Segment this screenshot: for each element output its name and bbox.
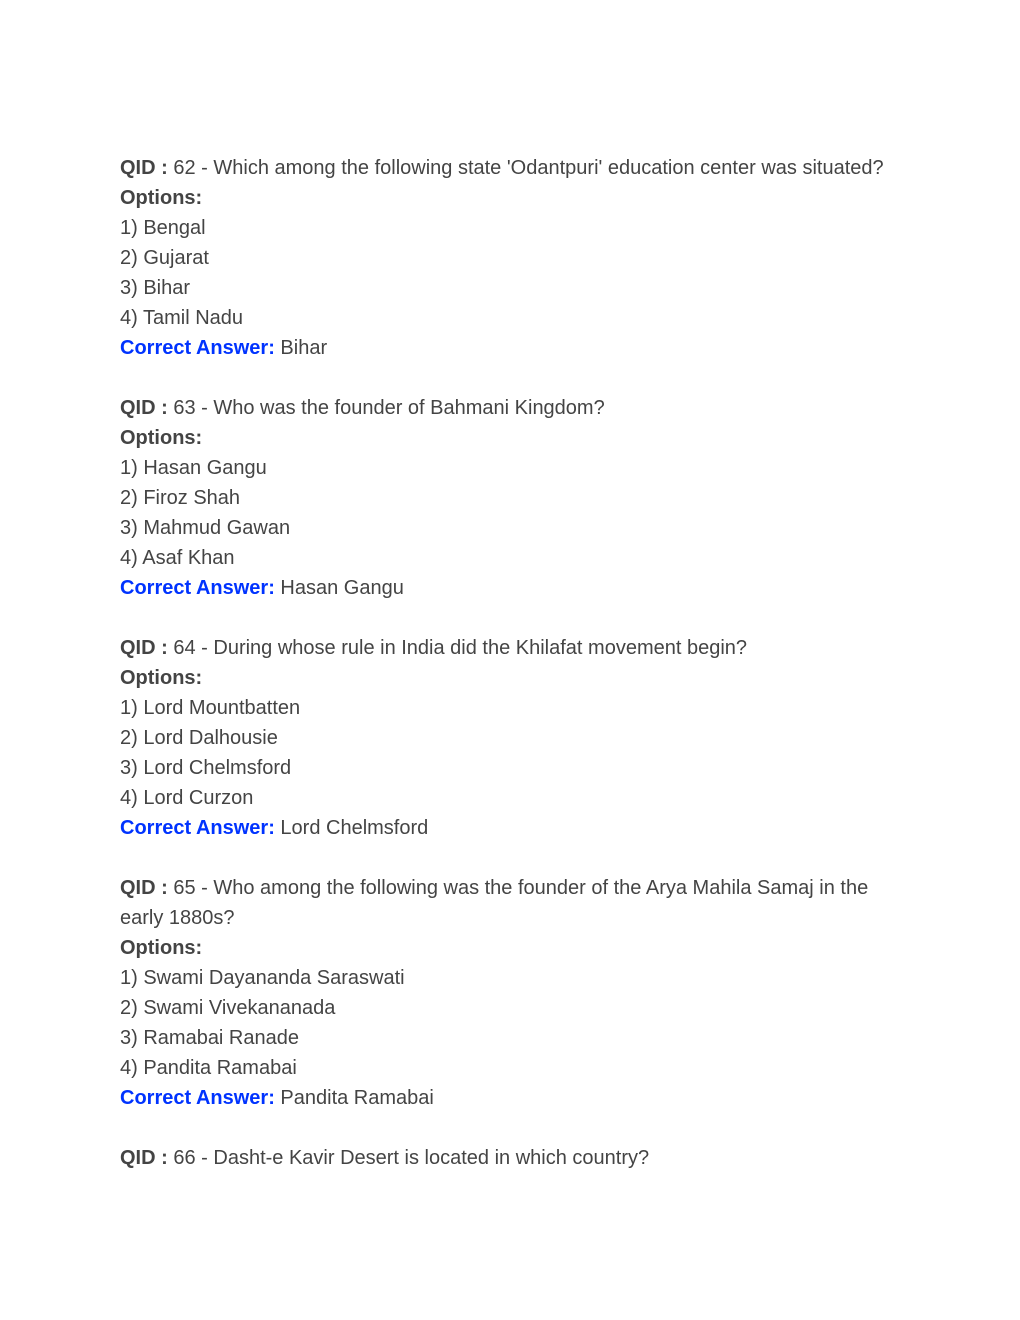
options-label: Options: [120,187,203,209]
option-item: 4) Pandita Ramabai [120,1057,297,1079]
option-item: 3) Bihar [120,277,191,299]
qid-label: QID : [120,1147,168,1169]
option-item: 1) Swami Dayananda Saraswati [120,967,405,989]
question-block [120,393,900,603]
option-item: 4) Lord Curzon [120,787,254,809]
correct-answer-label: Correct Answer: [120,337,275,359]
question-line: QID : 62 - Which among the following state 'Odantpuri' education center was situated? [120,157,884,179]
correct-answer-line [120,333,900,363]
option-item: 2) Firoz Shah [120,487,241,509]
question-block [120,633,900,843]
correct-answer-label: Correct Answer: [120,1087,275,1109]
question-id: 64 [173,637,196,659]
question-id: 66 [173,1147,196,1169]
correct-answer-line [120,573,900,603]
question-id: 62 [173,157,196,179]
qid-label: QID : [120,637,168,659]
option-item: 3) Ramabai Ranade [120,1027,299,1049]
correct-answer-value: Lord Chelmsford [280,817,429,839]
option-item: 1) Bengal [120,217,206,239]
question-text: Who was the founder of Bahmani Kingdom? [213,397,605,419]
option-item: 4) Tamil Nadu [120,307,244,329]
qid-label: QID : [120,877,168,899]
option-item: 3) Mahmud Gawan [120,517,291,539]
question-block [120,873,900,1113]
correct-answer-line [120,813,900,843]
options-label: Options: [120,427,203,449]
option-item: 2) Gujarat [120,247,209,269]
options-label: Options: [120,937,203,959]
question-block [120,153,900,363]
question-line: QID : 66 - Dasht-e Kavir Desert is located in which country? [120,1147,650,1169]
option-item: 4) Asaf Khan [120,547,235,569]
question-text: Dasht-e Kavir Desert is located in which country? [213,1147,650,1169]
correct-answer-line [120,1083,900,1113]
question-line: QID : 63 - Who was the founder of Bahmani Kingdom? [120,397,605,419]
qid-label: QID : [120,397,168,419]
correct-answer-label: Correct Answer: [120,577,275,599]
question-text: During whose rule in India did the Khilafat movement begin? [213,637,748,659]
question-id: 63 [173,397,196,419]
question-document [120,153,900,1203]
option-item: 2) Swami Vivekananada [120,997,336,1019]
correct-answer-value: Pandita Ramabai [280,1087,434,1109]
option-item: 1) Lord Mountbatten [120,697,301,719]
correct-answer-label: Correct Answer: [120,817,275,839]
option-item: 3) Lord Chelmsford [120,757,292,779]
question-text: Which among the following state 'Odantpuri' education center was situated? [213,157,884,179]
question-line: QID : 65 - Who among the following was the founder of the Arya Mahila Samaj in the early 1880s? [120,877,869,929]
option-item: 1) Hasan Gangu [120,457,267,479]
question-text: Who among the following was the founder of the Arya Mahila Samaj in the early 1880s? [120,877,869,929]
options-label: Options: [120,667,203,689]
question-id: 65 [173,877,196,899]
question-line: QID : 64 - During whose rule in India did the Khilafat movement begin? [120,637,748,659]
correct-answer-value: Hasan Gangu [280,577,404,599]
option-item: 2) Lord Dalhousie [120,727,278,749]
qid-label: QID : [120,157,168,179]
question-block [120,1143,900,1173]
correct-answer-value: Bihar [280,337,328,359]
